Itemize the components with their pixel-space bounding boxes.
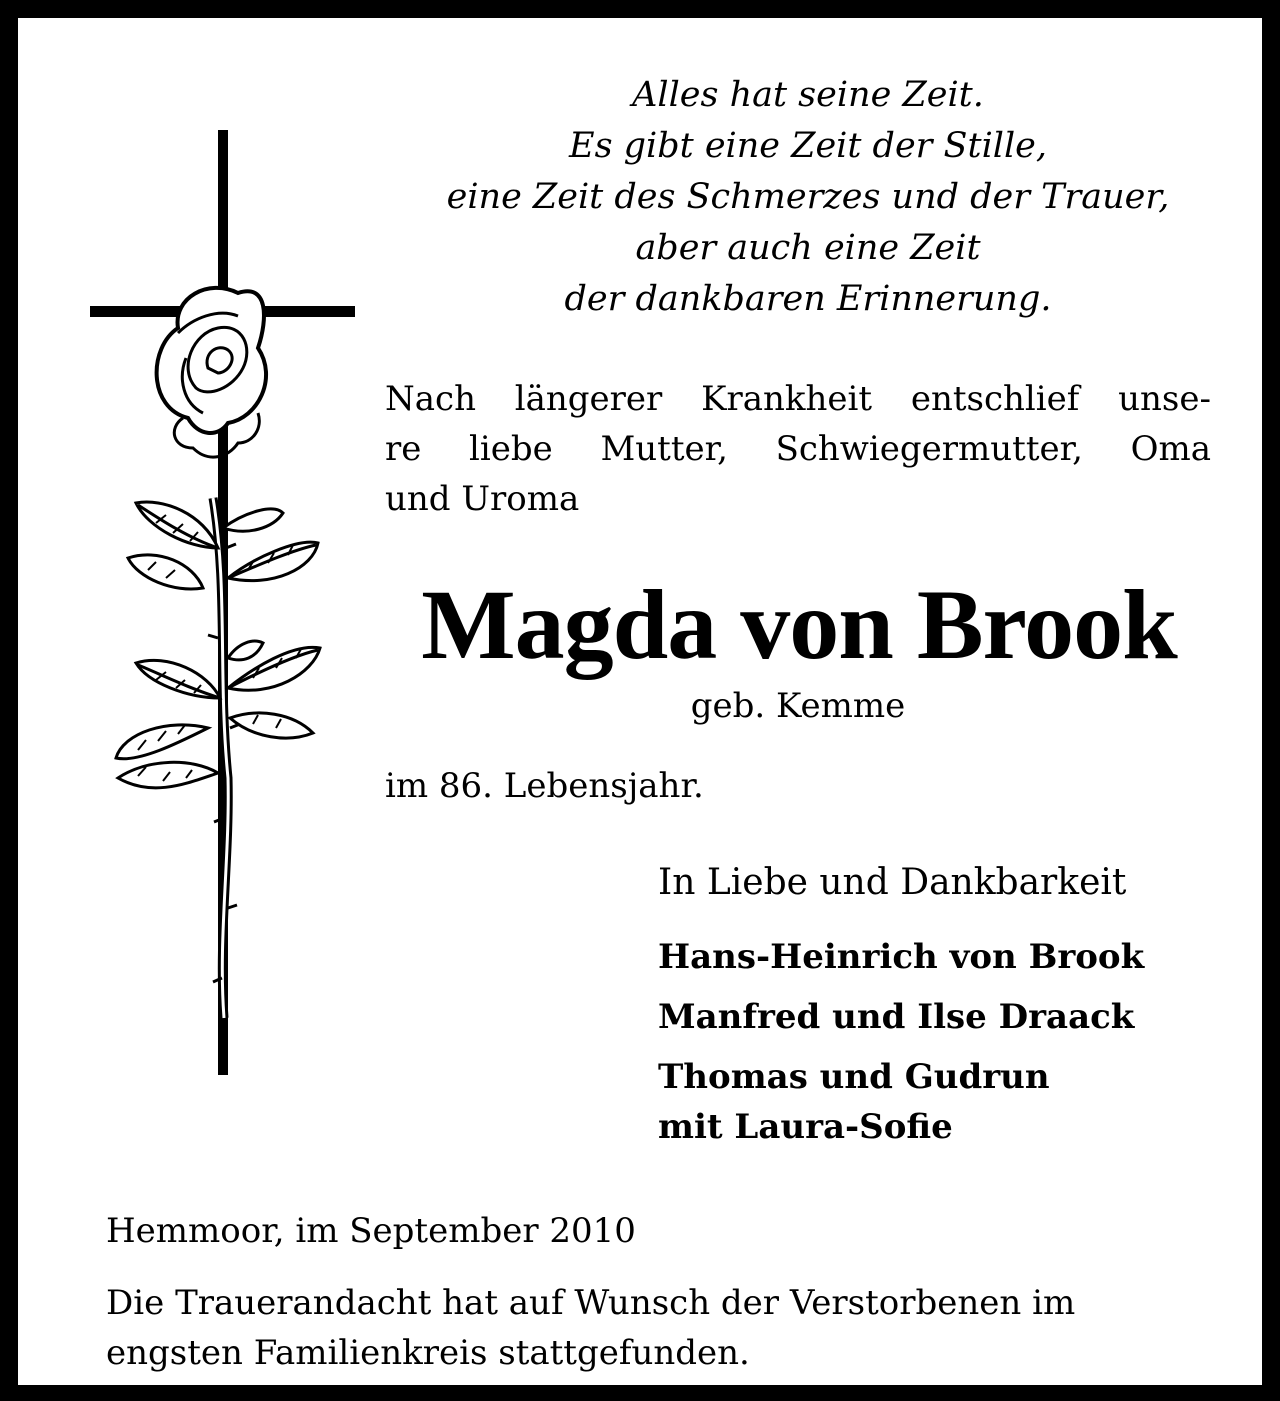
mourner-name: Manfred und Ilse Draack <box>658 997 1135 1037</box>
funeral-note-line: Die Trauerandacht hat auf Wunsch der Verstorbenen im <box>106 1283 1076 1323</box>
mourners-list <box>658 932 1144 1152</box>
mourner-name: Hans-Heinrich von Brook <box>658 937 1145 977</box>
poem-line: der dankbaren Erinnerung. <box>564 279 1052 319</box>
announcement-line: Nach längerer Krankheit entschlief unse- <box>385 379 1211 419</box>
announcement-text <box>385 374 1211 524</box>
birth-name: geb. Kemme <box>690 686 906 726</box>
funeral-note <box>106 1278 1214 1378</box>
mourners-heading: In Liebe und Dankbarkeit <box>658 862 1127 903</box>
poem-line: aber auch eine Zeit <box>635 228 981 268</box>
mourner-name: mit Laura-Sofie <box>658 1107 953 1147</box>
deceased-name: Magda von Brook <box>421 569 1177 680</box>
poem-line: eine Zeit des Schmerzes und der Trauer, <box>446 177 1170 217</box>
poem-line: Es gibt eine Zeit der Stille, <box>569 126 1047 166</box>
announcement-line: re liebe Mutter, Schwiegermutter, Oma <box>385 429 1211 469</box>
age-text: im 86. Lebensjahr. <box>385 766 704 806</box>
announcement-line: und Uroma <box>385 479 580 519</box>
funeral-note-line: engsten Familienkreis stattgefunden. <box>106 1333 750 1373</box>
poem <box>378 70 1238 325</box>
poem-line: Alles hat seine Zeit. <box>632 75 984 115</box>
cross-with-rose-illustration <box>78 118 378 1088</box>
mourner-name: Thomas und Gudrun <box>658 1057 1050 1097</box>
place-date: Hemmoor, im September 2010 <box>106 1211 636 1251</box>
